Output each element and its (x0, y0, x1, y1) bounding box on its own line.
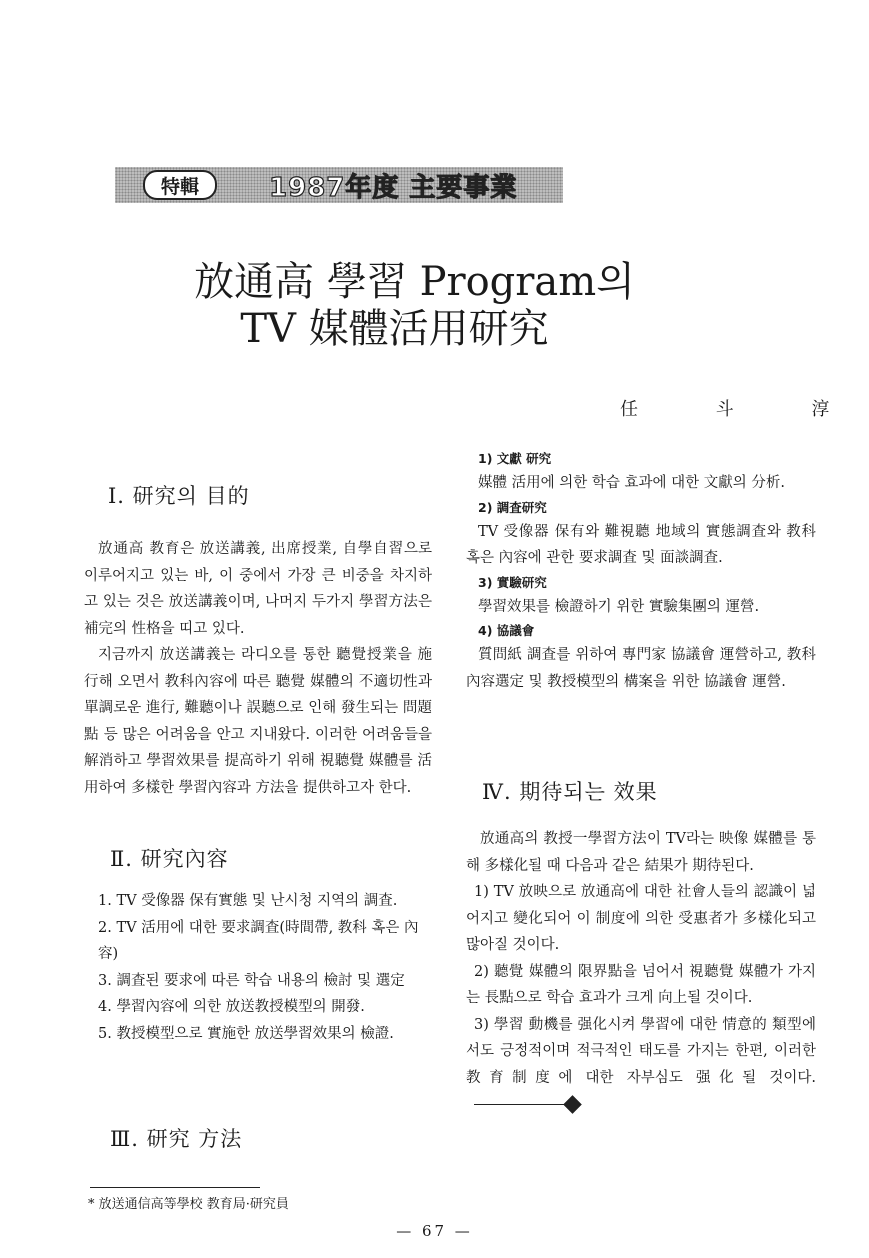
page-number: — 67 — (396, 1222, 473, 1240)
section-4-paragraph: 2) 聽覺 媒體의 限界點을 넘어서 視聽覺 媒體가 가지는 長點으로 학습 효과가 크게 向上될 것이다. (466, 963, 816, 1006)
section-4-paragraph: 1) TV 放映으로 放通高에 대한 社會人들의 認識이 넓어지고 變化되어 이 制度에 의한 受惠者가 多樣化되고 많아질 것이다. (466, 884, 816, 953)
section-3-heading: Ⅲ. 研究 方法 (110, 1127, 243, 1151)
method-label: 3) 實驗研究 (478, 574, 547, 590)
section-4-paragraph-text: 3) 學習 動機를 强化시켜 學習에 대한 情意的 類型에서도 긍정적이며 적극적인 태도를 가지는 한편, 이러한 教育制度에 대한 자부심도 强化될 것이다. (466, 1016, 816, 1086)
section-4-paragraph (466, 1012, 816, 1118)
footnote: * 放送通信高等學校 教育局·研究員 (88, 1197, 289, 1212)
section-4-heading: Ⅳ. 期待되는 效果 (482, 780, 658, 804)
method-label: 1) 文獻 研究 (478, 451, 552, 466)
article-title-line-2: TV 媒體活用研究 (240, 306, 549, 352)
method-text: TV 受像器 保有와 難視聽 地域의 實態調査와 教科 혹은 內容에 관한 要求調査 및 面談調査. (466, 523, 816, 566)
section-1-paragraph: 放通高 教育은 放送講義, 出席授業, 自學自習으로 이루어지고 있는 바, 이 중에서 가장 큰 비중을 차지하고 있는 것은 放送講義이며, 나머지 두가지 學習方法은 補完의 性格을 띠고 있다. (84, 541, 432, 637)
method-text: 質問紙 調査를 위하여 專門家 協議會 運營하고, 教科內容選定 및 教授模型의 構案을 위한 協議會 運營. (466, 647, 816, 690)
method-text: 媒體 活用에 의한 학습 효과에 대한 文獻의 分析. (478, 475, 785, 491)
article-title-line-1: 放通高 學習 Program의 (194, 259, 635, 305)
list-item: 3. 調査된 要求에 따른 학습 내용의 檢討 및 選定 (98, 972, 405, 989)
list-item: 4. 學習內容에 의한 放送教授模型의 開發. (98, 999, 365, 1015)
method-text: 學習效果를 檢證하기 위한 實驗集團의 運營. (478, 598, 760, 615)
footnote-rule (90, 1187, 260, 1188)
end-rule (474, 1104, 564, 1105)
list-item: 1. TV 受像器 保有實態 및 난시청 지역의 調査. (98, 893, 398, 909)
method-label: 2) 調査研究 (478, 499, 547, 515)
section-2-heading: Ⅱ. 研究內容 (110, 847, 229, 871)
banner-title: 1987年度 主要事業 (269, 172, 518, 203)
section-1-paragraph: 지금까지 放送講義는 라디오를 통한 聽覺授業을 施行해 오면서 教科內容에 따른 聽覺 媒體의 不適切性과 單調로운 進行, 難聽이나 誤聽으로 인해 發生되는 問題點 등 많은 어려움을 안고 지내왔다. 이러한 어려움들을 解消하고 學習效果를 提高하기 위해 視聽覺 媒體를 活用하여 多樣한 學習內容과 方法을 提供하고자 한다. (84, 647, 432, 796)
section-4-body (466, 826, 816, 1118)
section-1-heading: Ⅰ. 研究의 目的 (108, 484, 250, 508)
feature-banner (115, 167, 563, 203)
banner-tag: 特輯 (143, 170, 217, 200)
section-3-body (466, 448, 816, 695)
section-1-body (84, 536, 432, 801)
list-item: 5. 教授模型으로 實施한 放送學習效果의 檢證. (98, 1025, 394, 1042)
author-name: 任 斗 淳 (620, 399, 866, 420)
end-diamond-icon (563, 1095, 581, 1113)
section-4-paragraph: 放通高의 教授一學習方法이 TV라는 映像 媒體를 통해 多樣化될 때 다음과 같은 結果가 期待된다. (466, 831, 816, 874)
list-item: 2. TV 活用에 대한 要求調査(時間帶, 教科 혹은 內容) (98, 919, 419, 962)
method-label: 4) 協議會 (478, 623, 535, 638)
section-2-list (84, 888, 434, 1047)
